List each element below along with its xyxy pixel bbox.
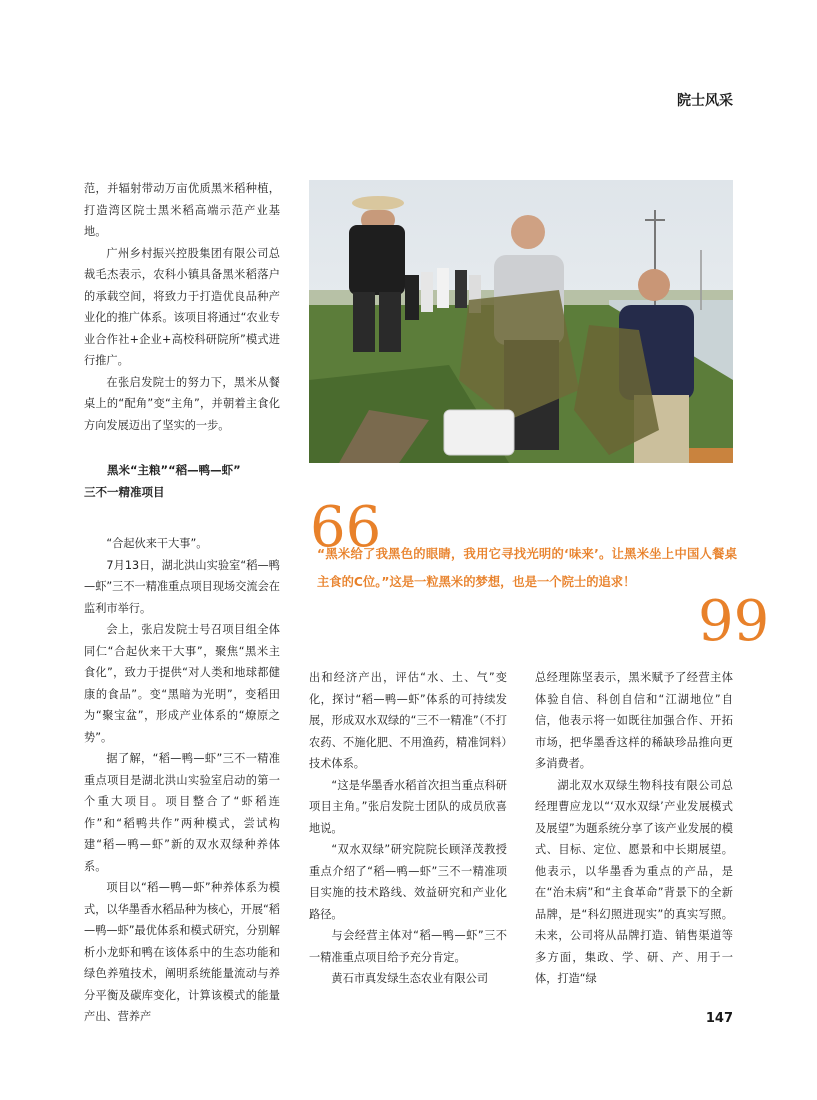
quote-open-mark: 66 <box>310 495 382 560</box>
pull-quote: “黑米给了我黑色的眼睛，我用它寻找光明的‘味来’。让黑米坐上中国人餐桌主食的C位。”这是一粒黑米的梦想，也是一个院士的追求！ <box>317 547 737 589</box>
paragraph: 项目以“稻—鸭—虾”种养体系为模式，以华墨香水稻品种为核心，开展“稻—鸭—虾”最优体系和模式研究，分别解析小龙虾和鸭在该体系中的生态功能和绿色养殖技术，阐明系统能量流动与养分平衡及碳库变化，计算该模式的能量产出、营养产 <box>84 881 280 1023</box>
paragraph: “这是华墨香水稻首次担当重点科研项目主角。”张启发院士团队的成员欣喜地说。 <box>309 778 507 835</box>
section-header: 院士风采 <box>677 93 733 109</box>
right-column <box>535 667 733 990</box>
subheading-line: 三不一精准项目 <box>84 484 165 499</box>
paragraph: “双水双绿”研究院院长顾泽茂教授重点介绍了“稻—鸭—虾”三不一精准项目实施的技术路线、效益研究和产业化路径。 <box>309 843 507 921</box>
section-subheading <box>84 460 280 503</box>
paragraph: 范，并辐射带动万亩优质黑米稻种植，打造湾区院士黑米稻高端示范产业基地。 <box>84 182 280 238</box>
paragraph: 湖北双水双绿生物科技有限公司总经理曹应龙以“‘双水双绿’产业发展模式及展望”为题系统分享了该产业发展的模式、目标、定位、愿景和中长期展望。他表示，以华墨香为重点的产品，是在“治未病”和“主食革命”背景下的全新品牌，是“科幻照进现实”的真实写照。未来，公司将从品牌打造、销售渠道等多方面，集政、学、研、产、用于一体，打造“绿 <box>535 778 733 985</box>
subheading-line: 黑米“主粮”“稻—鸭—虾” <box>107 463 241 477</box>
paragraph: 会上，张启发院士号召项目组全体同仁“合起伙来干大事”，聚焦“黑米主食化”，致力于提供“对人类和地球都健康的食品”。变“黑暗为光明”，变稻田为“聚宝盆”，形成产业体系的“燎原之势”。 <box>84 623 280 744</box>
paragraph: 总经理陈坚表示，黑米赋予了经营主体体验自信、科创自信和“江湖地位”自信，他表示将一如既往加强合作、开拓市场，把华墨香这样的稀缺珍品推向更多消费者。 <box>535 671 733 770</box>
middle-column <box>309 667 507 990</box>
paragraph: 黄石市真发绿生态农业有限公司 <box>331 972 489 985</box>
paragraph: 据了解，“稻—鸭—虾”三不一精准重点项目是湖北洪山实验室启动的第一个重大项目。项目整合了“虾稻连作”和“稻鸭共作”两种模式，尝试构建“稻—鸭—虾”新的双水双绿种养体系。 <box>84 752 280 873</box>
paragraph: “合起伙来干大事”。 <box>106 537 208 550</box>
page-number: 147 <box>705 1011 733 1026</box>
paragraph: 广州乡村振兴控股集团有限公司总裁毛杰表示，农科小镇具备黑米稻落户的承载空间，将致力于打造优良品种产业化的推广体系。该项目将通过“农业专业合作社+企业+高校科研院所”模式进行推广。 <box>84 246 280 367</box>
paragraph: 7月13日，湖北洪山实验室“稻—鸭—虾”三不一精准重点项目现场交流会在监利市举行。 <box>84 558 280 615</box>
photo-rice-field-icon <box>309 180 733 463</box>
paragraph: 在张启发院士的努力下，黑米从餐桌上的“配角”变“主角”，并朝着主食化方向发展迈出了坚实的一步。 <box>84 375 280 432</box>
left-column <box>84 178 280 1028</box>
paragraph: 与会经营主体对“稻—鸭—虾”三不一精准重点项目给予充分肯定。 <box>309 929 507 964</box>
paragraph: 出和经济产出，评估“水、土、气”变化，探讨“稻—鸭—虾”体系的可持续发展，形成双水双绿的“三不一精准”（不打农药、不施化肥、不用渔药，精准饲料）技术体系。 <box>309 671 507 770</box>
quote-close-mark: 99 <box>698 589 770 654</box>
